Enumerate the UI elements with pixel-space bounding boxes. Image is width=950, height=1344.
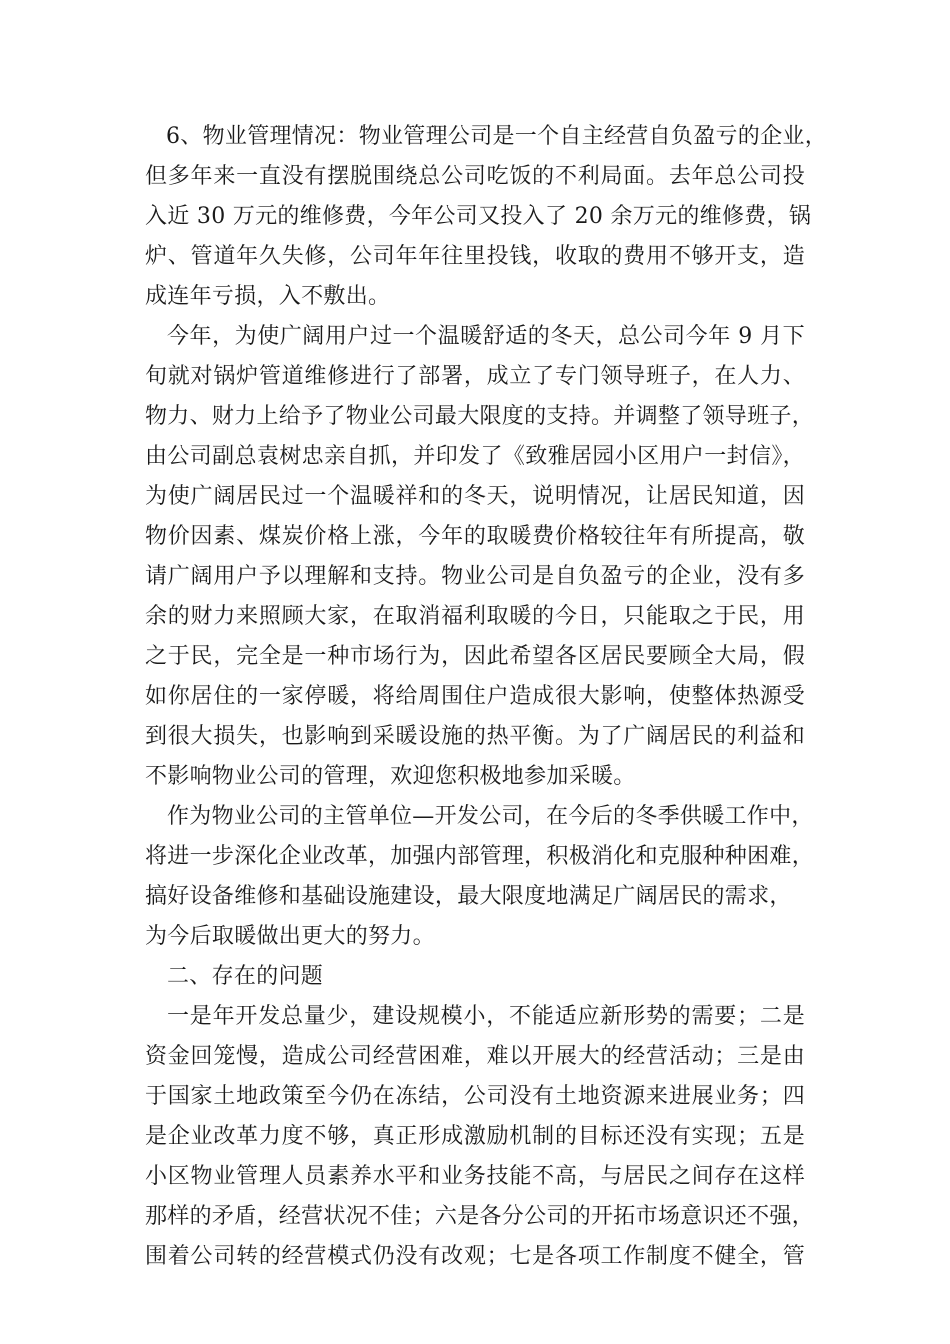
text-line: 如你居住的一家停暖，将给周围住户造成很大影响，使整体热源受 bbox=[145, 684, 805, 709]
text-line: 于国家土地政策至今仍在冻结，公司没有土地资源来进展业务；四 bbox=[145, 1084, 805, 1109]
text-line: 那样的矛盾，经营状况不佳；六是各分公司的开拓市场意识还不强， bbox=[145, 1204, 815, 1229]
text-line: 物力、财力上给予了物业公司最大限度的支持。并调整了领导班子， bbox=[145, 404, 815, 429]
text-line: 但多年来一直没有摆脱围绕总公司吃饭的不利局面。去年总公司投 bbox=[145, 164, 805, 189]
text-line: 入近 30 万元的维修费，今年公司又投入了 20 余万元的维修费，锅 bbox=[145, 204, 812, 229]
text-line: 为今后取暖做出更大的努力。 bbox=[145, 924, 435, 949]
text-line: 之于民，完全是一种市场行为，因此希望各区居民要顾全大局，假 bbox=[145, 644, 805, 669]
section-heading bbox=[145, 957, 805, 997]
text-line: 由公司副总袁树忠亲自抓，并印发了《致雅居园小区用户一封信》， bbox=[145, 444, 805, 469]
paragraph-development-company bbox=[145, 797, 815, 957]
heading-text: 二、存在的问题 bbox=[167, 964, 324, 989]
text-line: 余的财力来照顾大家，在取消福利取暖的今日，只能取之于民，用 bbox=[145, 604, 805, 629]
text-line: 是企业改革力度不够，真正形成激励机制的目标还没有实现；五是 bbox=[145, 1124, 805, 1149]
text-line: 成连年亏损，入不敷出。 bbox=[145, 284, 391, 309]
text-line: 物价因素、煤炭价格上涨，今年的取暖费价格较往年有所提高，敬 bbox=[145, 524, 805, 549]
text-line: 小区物业管理人员素养水平和业务技能不高，与居民之间存在这样 bbox=[145, 1164, 805, 1189]
text-line: 一是年开发总量少，建设规模小，不能适应新形势的需要；二是 bbox=[167, 1004, 805, 1029]
paragraph-heating-preparation bbox=[145, 317, 815, 797]
document-body bbox=[145, 117, 827, 1277]
text-line: 今年，为使广阔用户过一个温暖舒适的冬天，总公司今年 9 月下 bbox=[167, 324, 805, 349]
text-line: 搞好设备维修和基础设施建设，最大限度地满足广阔居民的需求， bbox=[145, 884, 792, 909]
paragraph-property-management bbox=[145, 117, 827, 317]
text-line: 围着公司转的经营模式仍没有改观；七是各项工作制度不健全，管 bbox=[145, 1244, 805, 1269]
text-line: 资金回笼慢，造成公司经营困难，难以开展大的经营活动；三是由 bbox=[145, 1044, 805, 1069]
text-line: 为使广阔居民过一个温暖祥和的冬天，说明情况，让居民知道，因 bbox=[145, 484, 805, 509]
text-line: 6、物业管理情况：物业管理公司是一个自主经营自负盈亏的企业， bbox=[166, 124, 827, 149]
text-line: 不影响物业公司的管理，欢迎您积极地参加采暖。 bbox=[145, 764, 636, 789]
text-line: 将进一步深化企业改革，加强内部管理，积极消化和克服种种困难， bbox=[145, 844, 815, 869]
text-line: 炉、管道年久失修，公司年年往里投钱，收取的费用不够开支，造 bbox=[145, 244, 805, 269]
text-line: 作为物业公司的主管单位—开发公司，在今后的冬季供暖工作中， bbox=[167, 804, 814, 829]
paragraph-existing-problems bbox=[145, 997, 815, 1277]
text-line: 旬就对锅炉管道维修进行了部署，成立了专门领导班子，在人力、 bbox=[145, 364, 805, 389]
text-line: 请广阔用户予以理解和支持。物业公司是自负盈亏的企业，没有多 bbox=[145, 564, 805, 589]
text-line: 到很大损失，也影响到采暖设施的热平衡。为了广阔居民的利益和 bbox=[145, 724, 805, 749]
